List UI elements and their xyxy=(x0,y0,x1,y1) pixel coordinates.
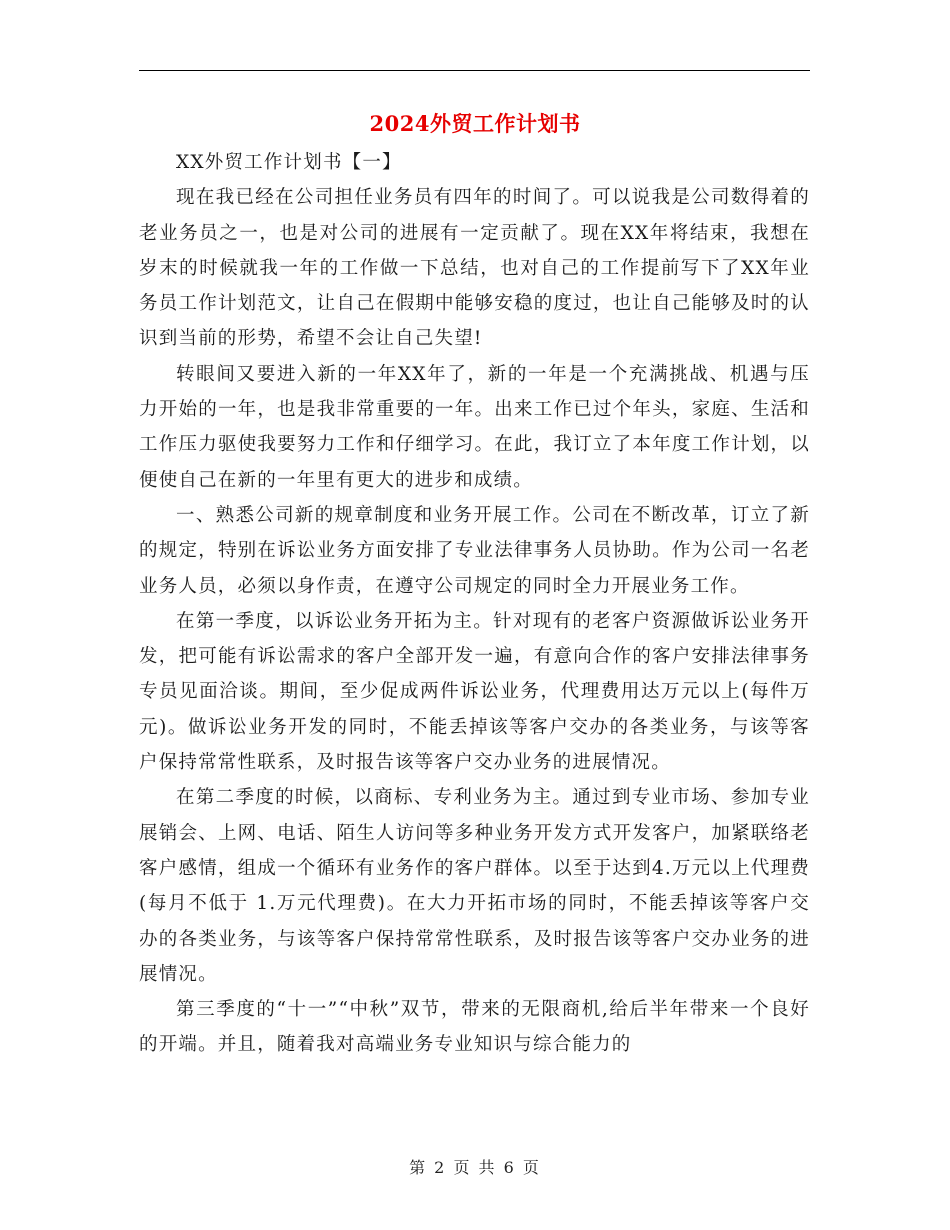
body-paragraph: 现在我已经在公司担任业务员有四年的时间了。可以说我是公司数得着的老业务员之一，也是对公司的进展有一定贡献了。现在XX年将结束，我想在岁末的时候就我一年的工作做一下总结，也对自己的工作提前写下了XX年业务员工作计划范文，让自己在假期中能够安稳的度过，也让自己能够及时的认识到当前的形势，希望不会让自己失望! xyxy=(139,187,810,350)
body-paragraph: 第三季度的“十一”“中秋”双节，带来的无限商机,给后半年带来一个良好的开端。并且，随着我对高端业务专业知识与综合能力的 xyxy=(139,999,810,1056)
body-paragraph: 转眼间又要进入新的一年XX年了，新的一年是一个充满挑战、机遇与压力开始的一年，也是我非常重要的一年。出来工作已过个年头，家庭、生活和工作压力驱使我要努力工作和仔细学习。在此，我订立了本年度工作计划，以便使自己在新的一年里有更大的进步和成绩。 xyxy=(139,363,810,491)
body-paragraph: 一、熟悉公司新的规章制度和业务开展工作。公司在不断改革，订立了新的规定，特别在诉讼业务方面安排了专业法律事务人员协助。作为公司一名老业务人员，必须以身作责，在遵守公司规定的同时全力开展业务工作。 xyxy=(139,504,810,597)
page-number: 第 2 页 共 6 页 xyxy=(409,1158,541,1177)
document-body xyxy=(139,145,810,1063)
body-paragraph: 在第二季度的时候，以商标、专利业务为主。通过到专业市场、参加专业展销会、上网、电话、陌生人访问等多种业务开发方式开发客户，加紧联络老客户感情，组成一个循环有业务作的客户群体。以至于达到4.万元以上代理费(每月不低于 1.万元代理费)。在大力开拓市场的同时，不能丢掉该等客户交办的各类业务，与该等客户保持常常性联系，及时报告该等客户交办业务的进展情况。 xyxy=(139,787,810,985)
document-title: 2024外贸工作计划书 xyxy=(369,111,581,136)
header-rule xyxy=(139,70,810,71)
body-paragraph: 在第一季度，以诉讼业务开拓为主。针对现有的老客户资源做诉讼业务开发，把可能有诉讼需求的客户全部开发一遍，有意向合作的客户安排法律事务专员见面洽谈。期间，至少促成两件诉讼业务，代理费用达万元以上(每件万元)。做诉讼业务开发的同时，不能丢掉该等客户交办的各类业务，与该等客户保持常常性联系，及时报告该等客户交办业务的进展情况。 xyxy=(139,610,810,774)
section-heading: XX外贸工作计划书【一】 xyxy=(176,152,402,173)
